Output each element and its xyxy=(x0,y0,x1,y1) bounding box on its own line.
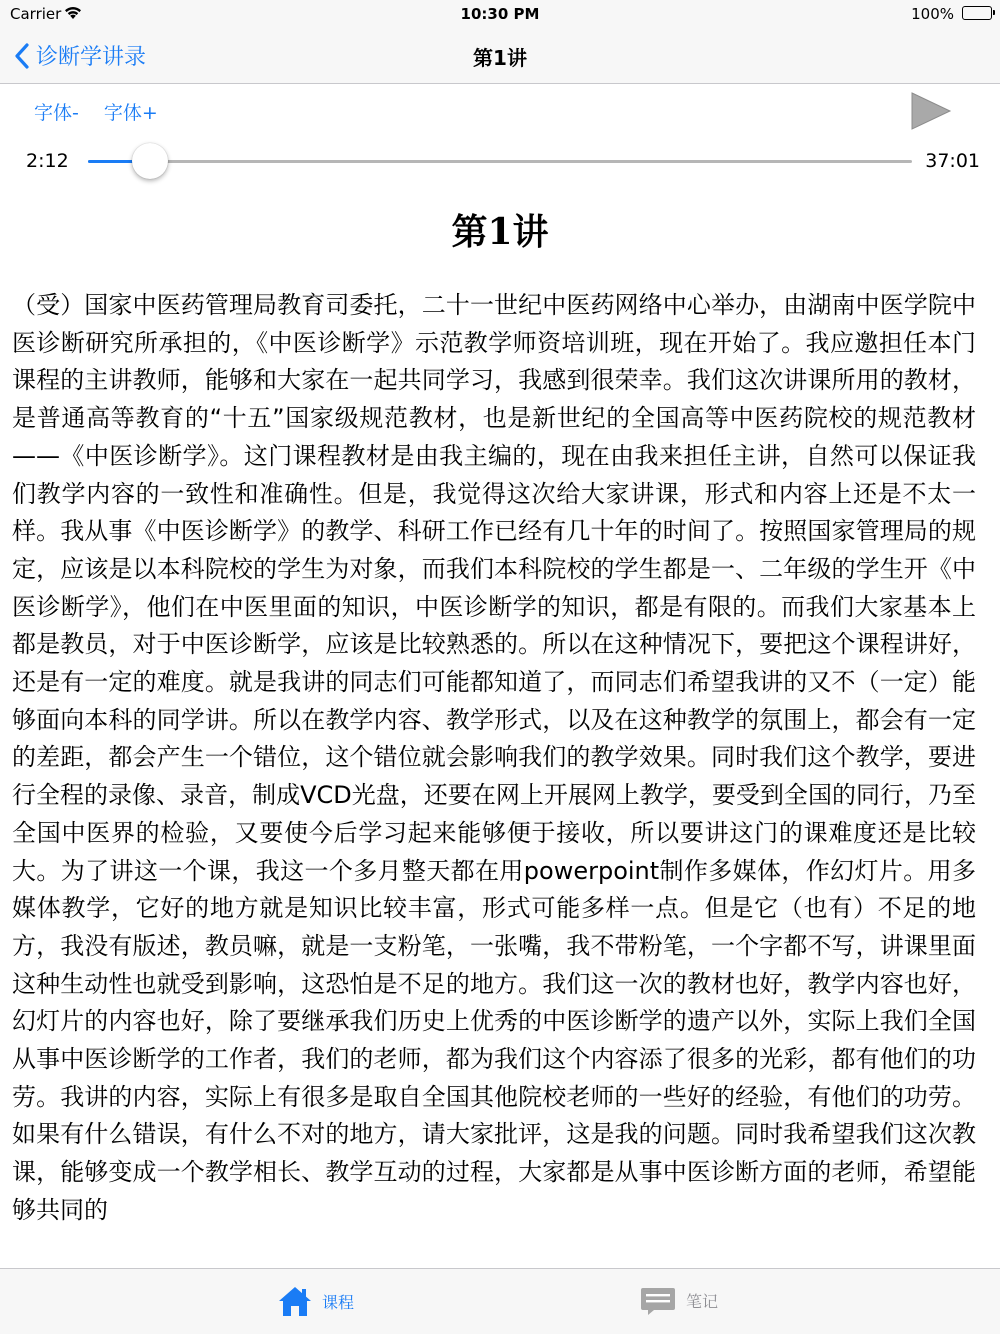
tab-courses[interactable] xyxy=(278,1285,354,1317)
status-time: 10:30 PM xyxy=(460,5,540,23)
navigation-bar xyxy=(0,28,1000,84)
progress-slider[interactable] xyxy=(88,160,912,163)
home-icon xyxy=(278,1285,312,1317)
carrier-label: Carrier xyxy=(10,5,62,23)
current-time: 2:12 xyxy=(26,150,69,172)
total-time: 37:01 xyxy=(925,150,980,172)
notes-icon xyxy=(640,1285,676,1315)
lecture-text: （受）国家中医药管理局教育司委托，二十一世纪中医药网络中心举办，由湖南中医学院中医诊断研究所承担的，《中医诊断学》示范教学师资培训班，现在开始了。我应邀担任本门课程的主讲教师，能够和大家在一起共同学习，我感到很荣幸。我们这次讲课所用的教材，是普通高等教育的“十五”国家级规范教材，也是新世纪的全国高等中医药院校的规范教材——《中医诊断学》。这门课程教材是由我主编的，现在由我来担任主讲，自然可以保证我们教学内容的一致性和准确性。但是，我觉得这次给大家讲课，形式和内容上还是不太一样。我从事《中医诊断学》的教学、科研工作已经有几十年的时间了。按照国家管理局的规定，应该是以本科院校的学生为对象，而我们本科院校的学生都是一、二年级的学生开《中医诊断学》，他们在中医里面的知识，中医诊断学的知识，都是有限的。而我们大家基本上都是教员，对于中医诊断学，应该是比较熟悉的。所以在这种情况下，要把这个课程讲好，还是有一定的难度。就是我讲的同志们可能都知道了，而同志们希望我讲的又不（一定）能够面向本科的同学讲。所以在教学内容、教学形式，以及在这种教学的氛围上，都会有一定的差距，都会产生一个错位，这个错位就会影响我们的教学效果。同时我们这个教学，要进行全程的录像、录音，制成VCD光盘，还要在网上开展网上教学，要受到全国的同行，乃至全国中医界的检验，又要使今后学习起来能够便于接收，所以要讲这门的课难度还是比较大。为了讲这一个课，我这一个多月整天都在用powerpoint制作多媒体，作幻灯片。用多媒体教学，它好的地方就是知识比较丰富，形式可能多样一点。但是它（也有）不足的地方，我没有版述，教员嘛，就是一支粉笔，一张嘴，我不带粉笔，一个字都不写，讲课里面这种生动性也就受到影响，这恐怕是不足的地方。我们这一次的教材也好，教学内容也好，幻灯片的内容也好，除了要继承我们历史上优秀的中医诊断学的遗产以外，实际上我们全国从事中医诊断学的工作者，我们的老师，都为我们这个内容添了很多的光彩，都有他们的功劳。我讲的内容，实际上有很多是取自全国其他院校老师的一些好的经验，有他们的功劳。如果有什么错误，有什么不对的地方，请大家批评，这是我的问题。同时我希望我们这次教课，能够变成一个教学相长、教学互动的过程，大家都是从事中医诊断方面的老师，希望能够共同的 xyxy=(12,291,976,1224)
status-bar xyxy=(0,0,1000,28)
battery-icon xyxy=(962,6,992,20)
back-button-label: 诊断学讲录 xyxy=(36,45,147,70)
nav-title: 第1讲 xyxy=(473,46,527,70)
lecture-title: 第1讲 xyxy=(451,211,549,253)
font-decrease-button[interactable]: 字体- xyxy=(34,102,79,124)
font-controls xyxy=(34,98,158,125)
tab-notes-label: 笔记 xyxy=(686,1291,719,1311)
play-button[interactable] xyxy=(908,90,954,132)
slider-thumb[interactable] xyxy=(132,143,168,179)
battery-percent: 100% xyxy=(911,5,954,23)
tab-bar xyxy=(0,1268,1000,1334)
tab-notes[interactable] xyxy=(640,1285,718,1315)
font-increase-button[interactable]: 字体+ xyxy=(103,102,158,124)
tab-courses-label: 课程 xyxy=(322,1292,355,1312)
play-icon xyxy=(908,90,954,132)
